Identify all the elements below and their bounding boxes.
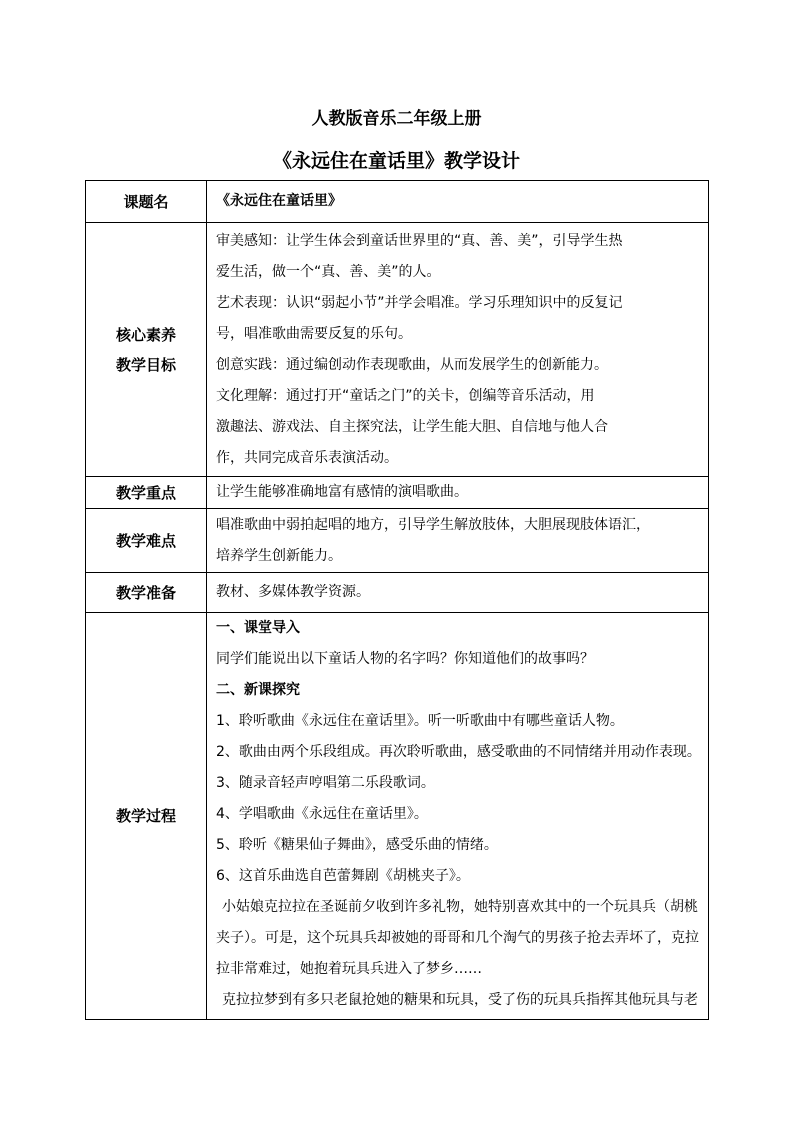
label-line: 教学过程	[115, 807, 176, 825]
table-row-key-points	[86, 477, 709, 509]
content-line: 克拉拉梦到有多只老鼠抢她的糖果和玩具，受了伤的玩具兵指挥其他玩具与老	[222, 992, 698, 1008]
content-line: 5、聆听《糖果仙子舞曲》，感受乐曲的情绪。	[216, 837, 498, 853]
content-line: 6、这首乐曲选自芭蕾舞剧《胡桃夹子》。	[216, 868, 470, 884]
content-line: 教材、多媒体教学资源。	[216, 584, 370, 600]
content-line: 艺术表现：认识“弱起小节”并学会唱准。学习乐理知识中的反复记	[216, 294, 623, 311]
content-line: 唱准歌曲中弱拍起唱的地方，引导学生解放肢体，大胆展现肢体语汇，	[216, 516, 650, 533]
row-content	[207, 573, 709, 613]
row-content	[207, 181, 709, 223]
content-line: 2、歌曲由两个乐段组成。再次聆听歌曲，感受歌曲的不同情绪并用动作表现。	[216, 744, 701, 760]
row-label	[86, 181, 207, 223]
row-label	[86, 509, 207, 573]
label-line: 教学重点	[115, 483, 176, 502]
content-line: 同学们能说出以下童话人物的名字吗？你知道他们的故事吗？	[216, 651, 594, 667]
content-line: 爱生活，做一个“真、善、美”的人。	[216, 263, 441, 280]
row-label	[86, 573, 207, 613]
content-line: 夹子）。可是，这个玩具兵却被她的哥哥和几个淘气的男孩子抢去弄坏了，克拉	[216, 930, 699, 946]
content-line: 创意实践：通过编创动作表现歌曲，从而发展学生的创新能力。	[216, 356, 608, 373]
table-row-topic	[86, 181, 709, 223]
row-label	[86, 477, 207, 509]
content-line: 二、新课探究	[216, 682, 300, 698]
table-row-difficulties	[86, 509, 709, 573]
row-content	[207, 509, 709, 573]
lesson-plan-table	[85, 180, 709, 1020]
document-title-line2: 《永远住在童话里》教学设计	[272, 150, 520, 172]
content-line: 小姑娘克拉拉在圣诞前夕收到许多礼物，她特别喜欢其中的一个玩具兵（胡桃	[222, 899, 698, 915]
row-content	[207, 613, 709, 1020]
table-row-process	[86, 613, 709, 1020]
content-line: 文化理解：通过打开“童话之门”的关卡，创编等音乐活动，用	[216, 387, 595, 404]
label-line: 教学准备	[115, 583, 176, 602]
label-line: 教学难点	[115, 531, 176, 550]
content-line: 一、课堂导入	[216, 620, 300, 636]
row-label	[86, 223, 207, 477]
content-line: 3、随录音轻声哼唱第二乐段歌词。	[216, 775, 435, 791]
content-line: 1、聆听歌曲《永远住在童话里》。听一听歌曲中有哪些童话人物。	[216, 713, 624, 729]
label-line: 教学目标	[115, 355, 176, 374]
content-line: 4、学唱歌曲《永远住在童话里》。	[216, 806, 428, 822]
content-line: 作，共同完成音乐表演活动。	[216, 449, 398, 466]
table-row-preparation	[86, 573, 709, 613]
label-line: 核心素养	[115, 325, 176, 344]
content-line: 培养学生创新能力。	[216, 547, 342, 564]
row-label	[86, 613, 207, 1020]
document-title-line1: 人教版音乐二年级上册	[311, 109, 482, 129]
row-content	[207, 223, 709, 477]
row-content	[207, 477, 709, 509]
label-line: 课题名	[123, 192, 169, 211]
content-line: 审美感知：让学生体会到童话世界里的“真、善、美”，引导学生热	[216, 232, 623, 249]
content-line: 让学生能够准确地富有感情的演唱歌曲。	[216, 484, 468, 500]
content-line: 激趣法、游戏法、自主探究法，让学生能大胆、自信地与他人合	[216, 418, 608, 435]
table-row-objectives	[86, 223, 709, 477]
content-line: 拉非常难过，她抱着玩具兵进入了梦乡……	[216, 961, 482, 977]
content-line: 号，唱准歌曲需要反复的乐句。	[216, 325, 412, 342]
content-line: 《永远住在童话里》	[216, 193, 342, 209]
